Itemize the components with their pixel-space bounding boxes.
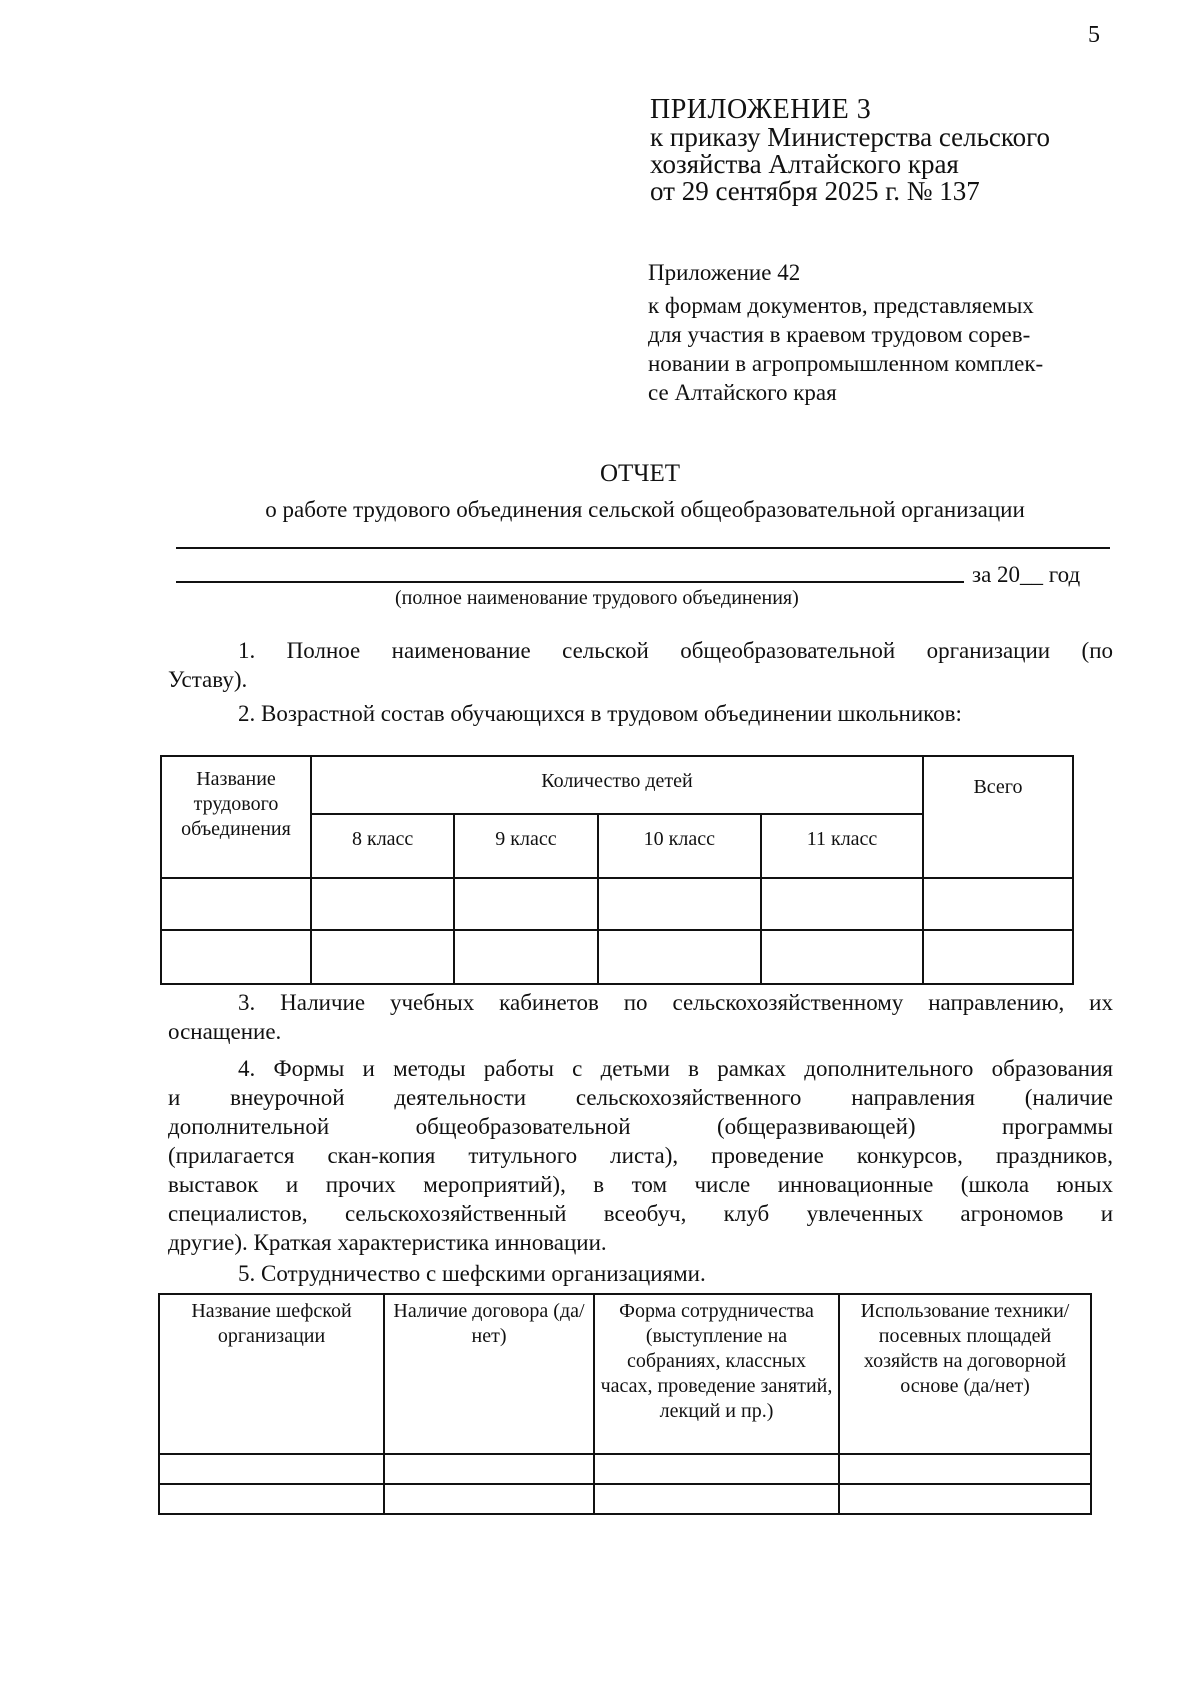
name-fill-line [176, 547, 1110, 549]
table-row [161, 930, 1073, 984]
paragraph-line: выставок и прочих мероприятий), в том числе инновационные (школа юных [168, 1172, 1113, 1197]
paragraph-line: 1. Полное наименование сельской общеобразовательной организации (по [238, 638, 1113, 663]
table-cell[interactable] [384, 1484, 594, 1514]
name-fill-line [176, 581, 964, 583]
col-header-cooperation-form: Форма сотрудничества (выступление на собраниях, классных часах, проведение занятий, лекций и пр.) [594, 1294, 839, 1454]
table-cell[interactable] [161, 878, 311, 930]
table-cell[interactable] [159, 1484, 384, 1514]
paragraph-line: другие). Краткая характеристика инновации. [168, 1230, 607, 1255]
col-header-contract: Наличие договора (да/нет) [384, 1294, 594, 1454]
appendix42-line: се Алтайского края [648, 380, 837, 405]
col-header-total: Всего [923, 756, 1073, 878]
paragraph-line: 4. Формы и методы работы с детьми в рамках дополнительного образования [238, 1056, 1113, 1081]
col-header-grade: 10 класс [598, 814, 761, 878]
paragraph-line: Уставу). [168, 667, 248, 692]
table-cell[interactable] [384, 1454, 594, 1484]
paragraph-line: дополнительной общеобразовательной (общеразвивающей) программы [168, 1114, 1113, 1139]
appendix42-line: Приложение 42 [648, 260, 801, 285]
table-cell[interactable] [161, 930, 311, 984]
col-header-name: Название трудового объединения [161, 756, 311, 878]
paragraph-line: специалистов, сельскохозяйственный всеобуч, клуб увлеченных агрономов и [168, 1201, 1113, 1226]
table-row [159, 1454, 1091, 1484]
paragraph-line: (прилагается скан-копия титульного листа), проведение конкурсов, праздников, [168, 1143, 1113, 1168]
table-cell[interactable] [761, 930, 923, 984]
table-cell[interactable] [598, 930, 761, 984]
name-caption: (полное наименование трудового объединения) [395, 587, 799, 609]
appendix3-block [650, 96, 1130, 205]
appendix3-line: хозяйства Алтайского края [650, 149, 959, 179]
appendix3-line: от 29 сентября 2025 г. № 137 [650, 176, 980, 206]
table-cell[interactable] [311, 878, 454, 930]
appendix42-line: новании в агропромышленном комплек- [648, 351, 1044, 376]
paragraph-1 [168, 636, 1113, 694]
col-header-group: Количество детей [311, 756, 923, 814]
col-header-grade: 8 класс [311, 814, 454, 878]
col-header-equipment-usage: Использование техники/посевных площадей хозяйств на договорной основе (да/нет) [839, 1294, 1091, 1454]
paragraph-line: 2. Возрастной состав обучающихся в трудовом объединении школьников: [238, 701, 962, 726]
appendix42-line: к формам документов, представляемых [648, 293, 1034, 318]
table-cell[interactable] [923, 930, 1073, 984]
report-year: за 20__ год [972, 562, 1081, 587]
paragraph-line: 5. Сотрудничество с шефскими организациями. [238, 1261, 706, 1286]
table-cell[interactable] [839, 1454, 1091, 1484]
col-header-patron-name: Название шефской организации [159, 1294, 384, 1454]
paragraph-line: оснащение. [168, 1019, 282, 1044]
col-header-grade: 11 класс [761, 814, 923, 878]
col-header-grade: 9 класс [454, 814, 597, 878]
table-cell[interactable] [594, 1484, 839, 1514]
report-title: ОТЧЕТ [599, 460, 681, 487]
table-row [159, 1484, 1091, 1514]
page-number: 5 [1088, 22, 1100, 48]
paragraph-2 [168, 699, 1113, 728]
patron-cooperation-table [158, 1293, 1092, 1515]
table-cell[interactable] [923, 878, 1073, 930]
table-cell[interactable] [839, 1484, 1091, 1514]
table-cell[interactable] [311, 930, 454, 984]
table-row [161, 878, 1073, 930]
table-cell[interactable] [454, 930, 597, 984]
paragraph-line: и внеурочной деятельности сельскохозяйственного направления (наличие [168, 1085, 1113, 1110]
paragraph-3 [168, 988, 1113, 1046]
paragraph-5 [168, 1259, 1113, 1288]
table-cell[interactable] [454, 878, 597, 930]
table-cell[interactable] [594, 1454, 839, 1484]
paragraph-line: 3. Наличие учебных кабинетов по сельскохозяйственному направлению, их [238, 990, 1113, 1015]
age-composition-table [160, 755, 1074, 985]
appendix42-line: для участия в краевом трудовом сорев- [648, 322, 1031, 347]
paragraph-4 [168, 1054, 1113, 1257]
appendix3-heading: ПРИЛОЖЕНИЕ 3 [650, 94, 872, 125]
report-subtitle: о работе трудового объединения сельской общеобразовательной организации [265, 497, 1025, 522]
table-cell[interactable] [159, 1454, 384, 1484]
appendix42-block [648, 258, 1108, 407]
table-cell[interactable] [598, 878, 761, 930]
appendix3-line: к приказу Министерства сельского [650, 122, 1051, 152]
table-cell[interactable] [761, 878, 923, 930]
